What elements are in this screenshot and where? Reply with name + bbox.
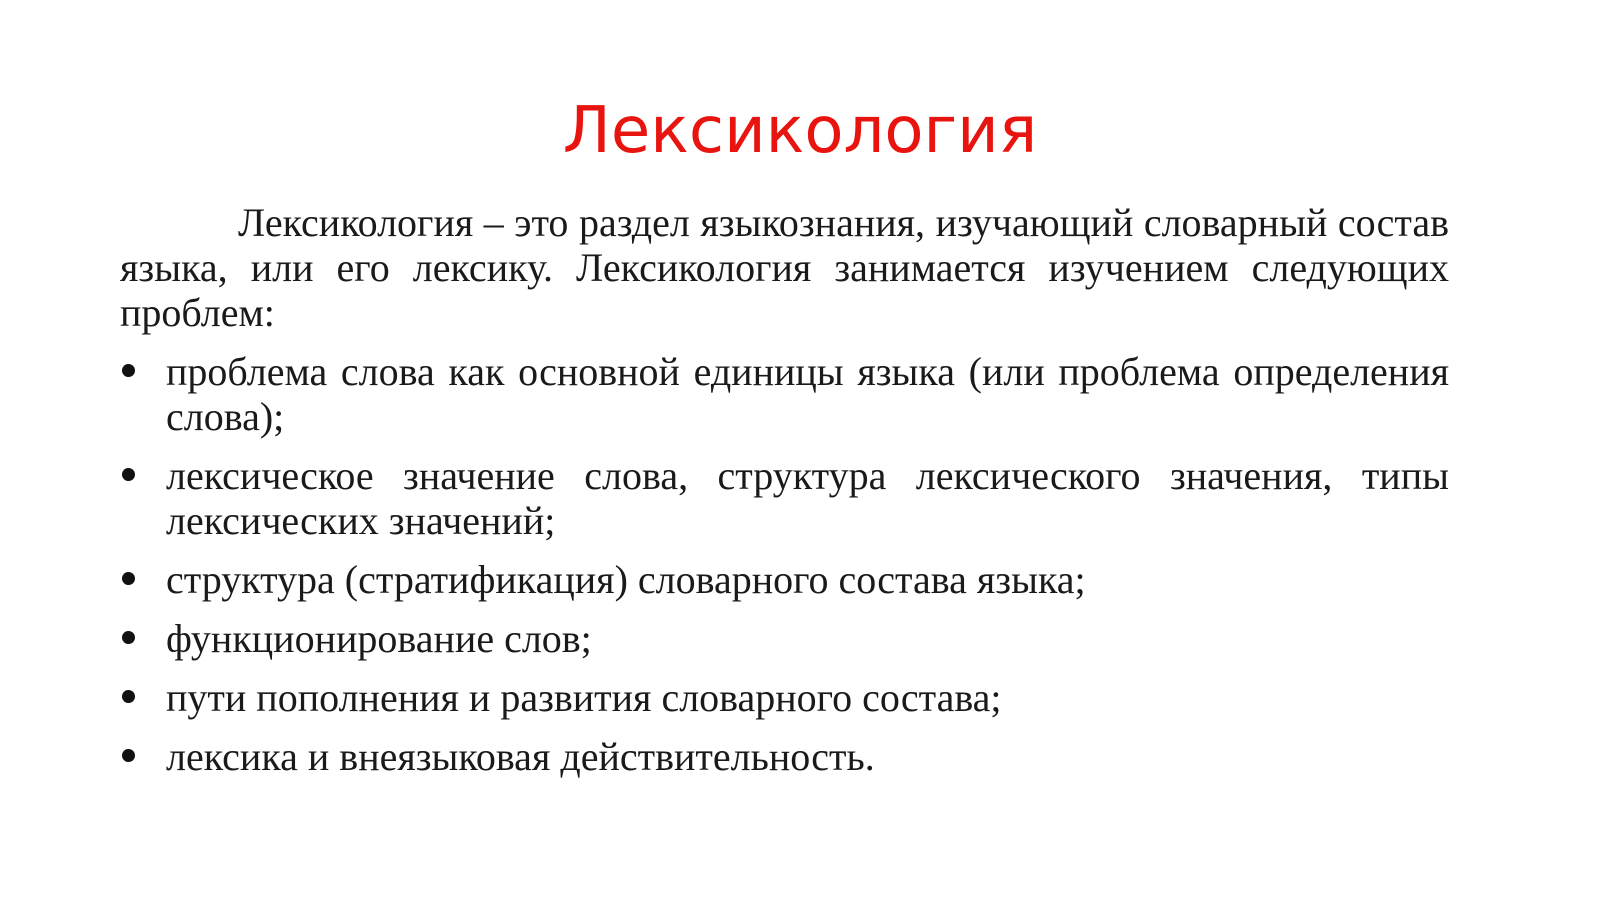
bullet-icon (122, 749, 135, 762)
bullet-icon (122, 631, 135, 644)
list-item (120, 734, 1449, 779)
list-item-text: проблема слова как основной единицы языка (или проблема определения слова); (166, 349, 1449, 439)
list-item (120, 675, 1449, 720)
list-item (120, 616, 1449, 661)
list-item-text: структура (стратификация) словарного состава языка; (166, 557, 1086, 602)
list-item-text: пути пополнения и развития словарного состава; (166, 675, 1002, 720)
list-item (120, 453, 1449, 543)
slide-title: Лексикология (562, 94, 1038, 168)
intro-paragraph: Лексикология – это раздел языкознания, изучающий словарный состав языка, или его лексику. Лексикология занимается изучением следующих проблем: (120, 200, 1449, 335)
list-item (120, 557, 1449, 602)
bullet-icon (122, 572, 135, 585)
list-item-text: лексическое значение слова, структура лексического значения, типы лексических значений; (166, 453, 1449, 543)
problem-list (120, 349, 1449, 779)
bullet-icon (122, 690, 135, 703)
bullet-icon (122, 364, 135, 377)
list-item (120, 349, 1449, 439)
slide-body (120, 200, 1449, 793)
bullet-icon (122, 468, 135, 481)
list-item-text: лексика и внеязыковая действительность. (166, 734, 875, 779)
list-item-text: функционирование слов; (166, 616, 592, 661)
